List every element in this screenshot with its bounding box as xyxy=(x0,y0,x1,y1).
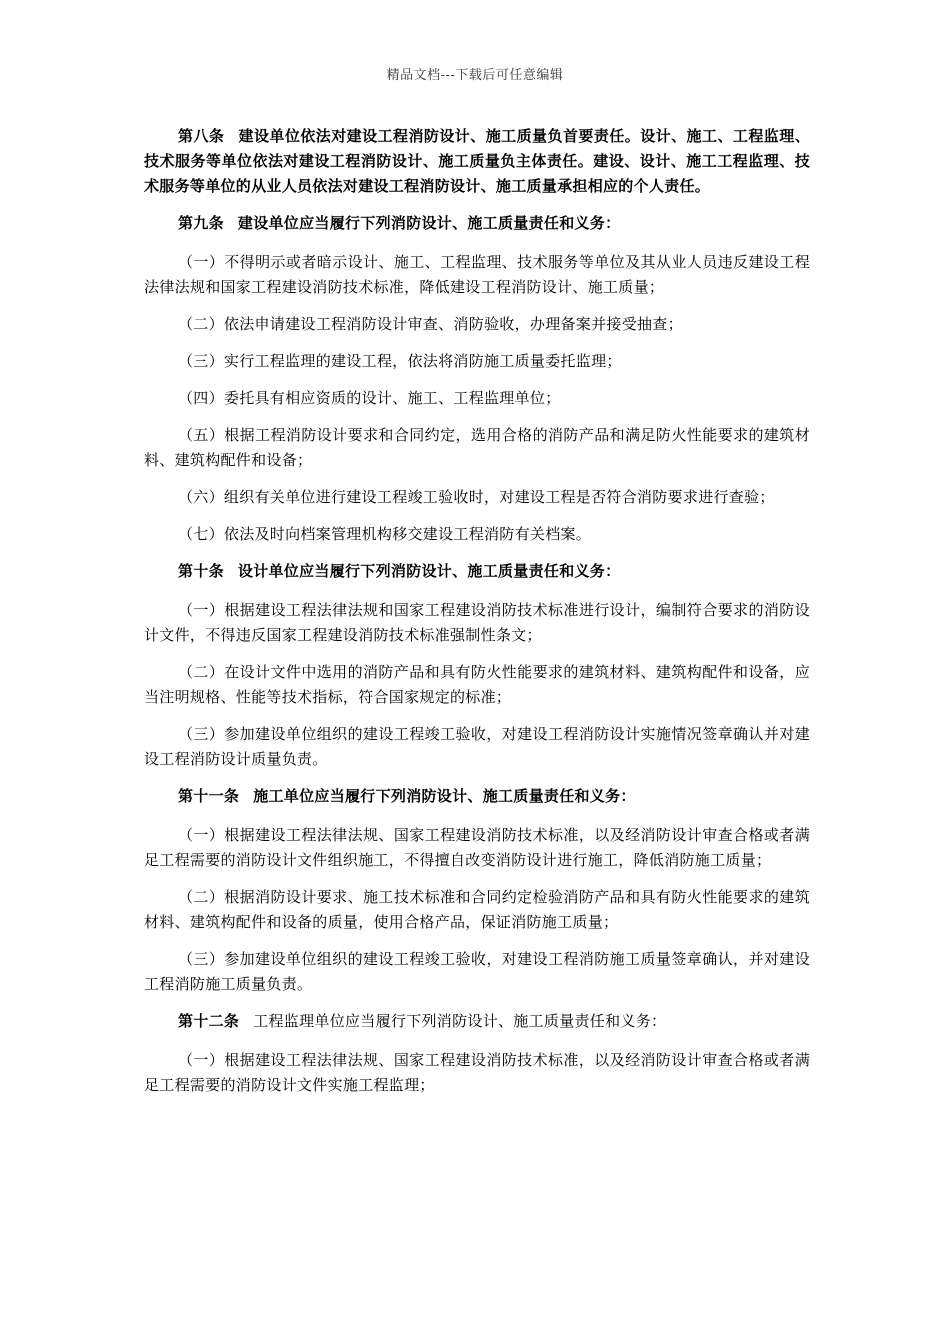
clause-9-7: （七）依法及时向档案管理机构移交建设工程消防有关档案。 xyxy=(178,525,592,543)
clause-9-6: （六）组织有关单位进行建设工程竣工验收时，对建设工程是否符合消防要求进行查验； xyxy=(178,488,775,506)
article-label: 第八条 xyxy=(178,127,225,145)
article-label: 第九条 xyxy=(178,214,224,232)
clause-10-3: （三）参加建设单位组织的建设工程竣工验收，对建设工程消防设计实施情况签章确认并对建设工程消防设计质量负责。 xyxy=(144,725,810,768)
clause-9-3: （三）实行工程监理的建设工程，依法将消防施工质量委托监理； xyxy=(178,352,622,370)
clause-9-5: （五）根据工程消防设计要求和合同约定，选用合格的消防产品和满足防火性能要求的建筑材料、建筑构配件和设备； xyxy=(144,426,810,469)
document-body xyxy=(144,124,810,1110)
clause-12-1: （一）根据建设工程法律法规、国家工程建设消防技术标准，以及经消防设计审查合格或者满足工程需要的消防设计文件实施工程监理； xyxy=(144,1051,810,1094)
article-9 xyxy=(144,211,810,236)
article-12 xyxy=(144,1009,810,1034)
article-label: 第十二条 xyxy=(178,1012,240,1030)
page-header: 精品文档---下载后可任意编辑 xyxy=(386,68,564,83)
clause-10-1: （一）根据建设工程法律法规和国家工程建设消防技术标准进行设计，编制符合要求的消防设计文件，不得违反国家工程建设消防技术标准强制性条文； xyxy=(144,601,810,644)
article-10 xyxy=(144,559,810,584)
clause-10-2: （二）在设计文件中选用的消防产品和具有防火性能要求的建筑材料、建筑构配件和设备，应当注明规格、性能等技术指标，符合国家规定的标准； xyxy=(144,663,810,706)
clause-9-1: （一）不得明示或者暗示设计、施工、工程监理、技术服务等单位及其从业人员违反建设工程法律法规和国家工程建设消防技术标准，降低建设工程消防设计、施工质量； xyxy=(144,253,810,296)
article-text: 建设单位应当履行下列消防设计、施工质量责任和义务： xyxy=(237,214,621,232)
article-8 xyxy=(144,124,810,199)
clause-9-2: （二）依法申请建设工程消防设计审查、消防验收，办理备案并接受抽查； xyxy=(178,315,683,333)
clause-9-4: （四）委托具有相应资质的设计、施工、工程监理单位； xyxy=(178,389,561,407)
article-text: 设计单位应当履行下列消防设计、施工质量责任和义务： xyxy=(237,562,621,580)
article-label: 第十一条 xyxy=(178,787,240,805)
article-text: 施工单位应当履行下列消防设计、施工质量责任和义务： xyxy=(253,787,636,805)
clause-11-3: （三）参加建设单位组织的建设工程竣工验收，对建设工程消防施工质量签章确认，并对建设工程消防施工质量负责。 xyxy=(144,950,810,993)
article-text: 工程监理单位应当履行下列消防设计、施工质量责任和义务： xyxy=(253,1012,667,1030)
article-text: 建设单位依法对建设工程消防设计、施工质量负首要责任。设计、施工、工程监理、技术服务等单位依法对建设工程消防设计、施工质量负主体责任。建设、设计、施工工程监理、技术服务等单位的从业人员依法对建设工程消防设计、施工质量承担相应的个人责任。 xyxy=(144,127,810,195)
article-11 xyxy=(144,784,810,809)
article-label: 第十条 xyxy=(178,562,224,580)
clause-11-2: （二）根据消防设计要求、施工技术标准和合同约定检验消防产品和具有防火性能要求的建筑材料、建筑构配件和设备的质量，使用合格产品，保证消防施工质量； xyxy=(144,888,810,931)
clause-11-1: （一）根据建设工程法律法规、国家工程建设消防技术标准，以及经消防设计审查合格或者满足工程需要的消防设计文件组织施工，不得擅自改变消防设计进行施工，降低消防施工质量； xyxy=(144,826,810,869)
